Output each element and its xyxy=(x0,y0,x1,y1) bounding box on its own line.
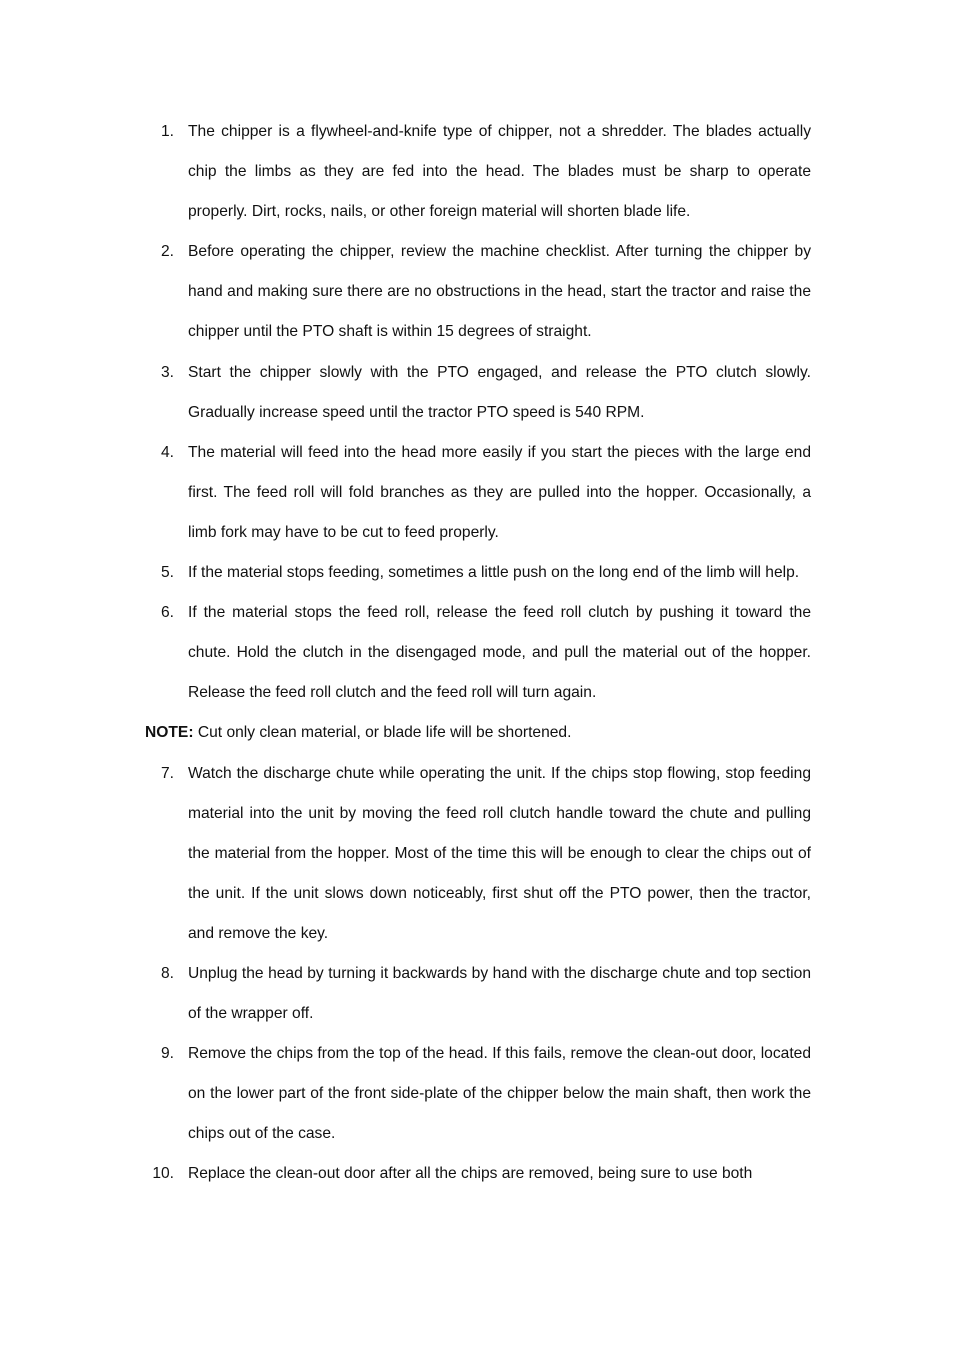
list-item-text: Watch the discharge chute while operating the unit. If the chips stop flowing, stop feeding material into the unit by moving the feed roll clutch handle toward the chute and pulling the material from the hopper. Most of the time this will be enough to clear the chips out of the unit. If the unit slows down noticeably, first shut off the PTO power, then the tractor, and remove the key. xyxy=(188,764,811,942)
list-item-number: 5. xyxy=(160,564,174,582)
list-item-number: 4. xyxy=(160,443,174,461)
list-item-8 xyxy=(145,954,811,1034)
list-item-text: If the material stops feeding, sometimes a little push on the long end of the limb will help. xyxy=(188,564,800,582)
instructions-content xyxy=(145,112,811,1195)
list-item-number: 9. xyxy=(160,1045,174,1063)
list-item-number: 8. xyxy=(160,964,174,982)
list-item-5 xyxy=(145,553,811,593)
list-item-6 xyxy=(145,593,811,713)
list-item-number: 7. xyxy=(160,764,174,782)
list-item-text: Before operating the chipper, review the machine checklist. After turning the chipper by hand and making sure there are no obstructions in the head, start the tractor and raise the chipper until the PTO shaft is within 15 degrees of straight. xyxy=(188,243,811,341)
list-item-1 xyxy=(145,112,811,232)
list-item-10 xyxy=(145,1154,811,1194)
list-item-number: 3. xyxy=(160,363,174,381)
list-item-text: Start the chipper slowly with the PTO engaged, and release the PTO clutch slowly. Gradually increase speed until the tractor PTO speed is 540 RPM. xyxy=(188,363,811,421)
list-item-text: If the material stops the feed roll, release the feed roll clutch by pushing it toward the chute. Hold the clutch in the disengaged mode, and pull the material out of the hopper. Release the feed roll clutch and the feed roll will turn again. xyxy=(188,604,811,702)
list-item-text: The chipper is a flywheel-and-knife type of chipper, not a shredder. The blades actually chip the limbs as they are fed into the head. The blades must be sharp to operate properly. Dirt, rocks, nails, or other foreign material will shorten blade life. xyxy=(188,123,811,221)
list-item-4 xyxy=(145,433,811,553)
list-item-9 xyxy=(145,1034,811,1154)
list-item-text: Remove the chips from the top of the head. If this fails, remove the clean-out door, located on the lower part of the front side-plate of the chipper below the main shaft, then work the chips out of the case. xyxy=(188,1045,811,1143)
list-item-number: 2. xyxy=(160,243,174,261)
list-item-number: 1. xyxy=(160,123,174,140)
list-item-text: Unplug the head by turning it backwards by hand with the discharge chute and top section of the wrapper off. xyxy=(188,964,811,1023)
list-item-number: 10. xyxy=(152,1165,174,1183)
list-item-number: 6. xyxy=(160,604,174,622)
list-item-text: Replace the clean-out door after all the chips are removed, being sure to use both xyxy=(188,1165,753,1183)
list-item-3 xyxy=(145,353,811,433)
note-paragraph xyxy=(145,713,811,753)
list-item-7 xyxy=(145,754,811,954)
note-label: NOTE: xyxy=(145,724,194,742)
list-item-2 xyxy=(145,232,811,352)
note-text: Cut only clean material, or blade life will be shortened. xyxy=(193,724,572,742)
list-item-text: The material will feed into the head more easily if you start the pieces with the large end first. The feed roll will fold branches as they are pulled into the hopper. Occasionally, a limb fork may have to be cut to feed properly. xyxy=(188,443,811,541)
